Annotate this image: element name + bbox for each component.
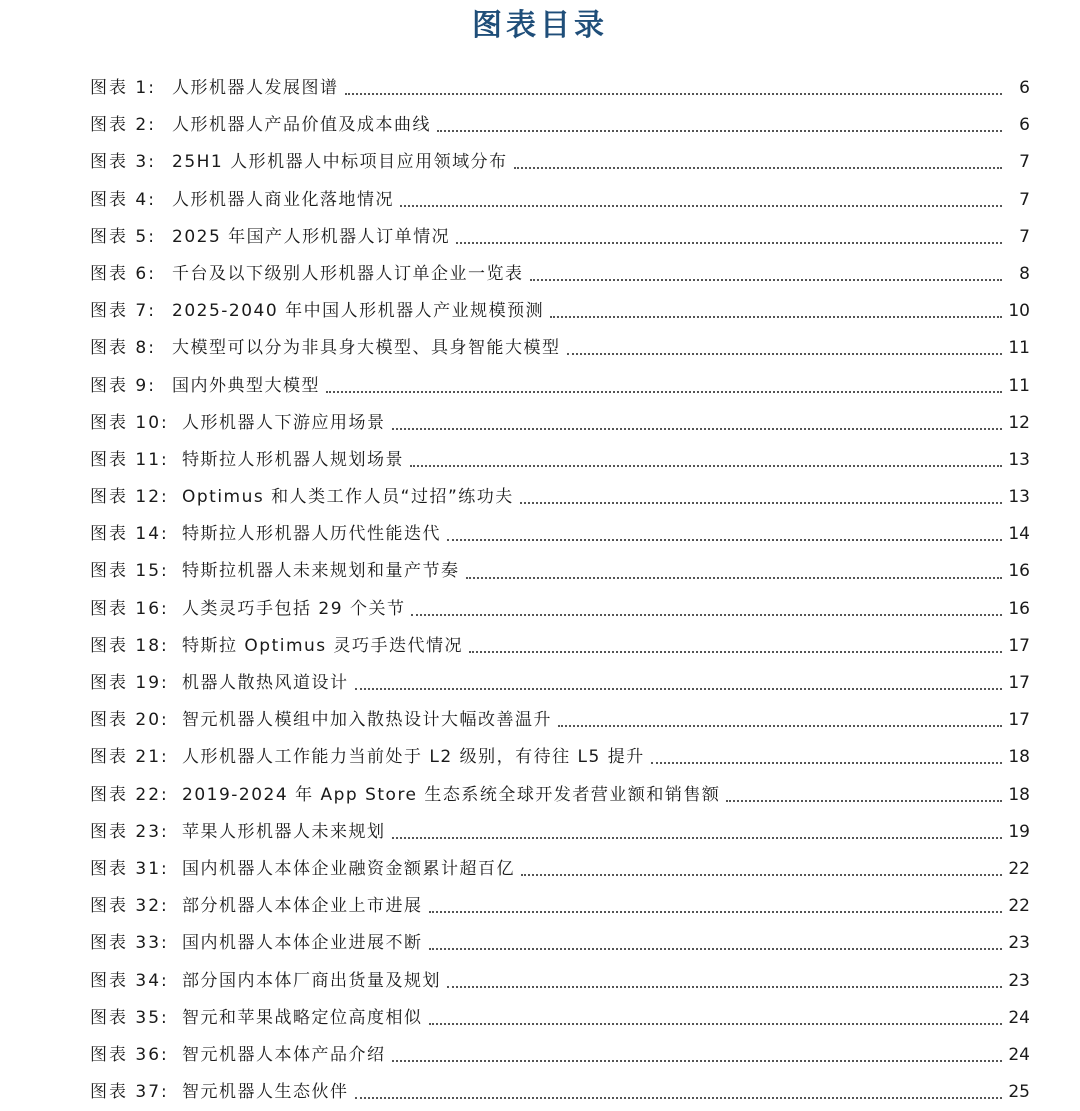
toc-entry-title: 大模型可以分为非具身大模型、具身智能大模型 [172,338,561,359]
dot-leader [345,92,1003,95]
toc-entry-label: 图表 11: [90,449,169,470]
dot-leader [355,687,1003,690]
toc-entry-page-number: 6 [1019,78,1030,98]
dot-leader [429,947,1003,950]
toc-entry-title: 特斯拉机器人未来规划和量产节奏 [182,561,460,582]
toc-entry-label: 图表 1: [90,78,156,98]
dot-leader [521,873,1002,876]
toc-entry-page-number: 24 [1008,1007,1030,1028]
toc-entry-page-number: 22 [1008,896,1030,917]
toc-entry[interactable] [90,1000,1030,1037]
toc-entry-title: 国内机器人本体企业融资金额累计超百亿 [182,858,515,879]
toc-entry[interactable] [90,330,1030,367]
toc-entry[interactable] [90,963,1030,1000]
toc-entry-label: 图表 3: [90,152,156,173]
toc-entry-page-number: 12 [1008,412,1030,433]
toc-entry-label: 图表 16: [90,598,169,619]
dot-leader [466,576,1003,579]
page-title: 图表目录 [472,8,608,43]
toc-entry[interactable] [90,144,1030,181]
toc-entry-label: 图表 5: [90,226,156,247]
toc-entry-page-number: 11 [1008,338,1030,359]
toc-entry-title: 人形机器人工作能力当前处于 L2 级别，有待往 L5 提升 [182,747,645,768]
toc-entry[interactable] [90,479,1030,516]
toc-entry[interactable] [90,739,1030,776]
toc-entry-title: 部分机器人本体企业上市进展 [182,896,423,917]
toc-entry-page-number: 8 [1019,263,1030,284]
toc-entry[interactable] [90,591,1030,628]
toc-entry-label: 图表 10: [90,412,169,433]
toc-entry-label: 图表 31: [90,858,169,879]
dot-leader [411,613,1002,616]
dot-leader [530,278,1003,281]
toc-entry-label: 图表 36: [90,1044,169,1065]
dot-leader [447,985,1002,988]
toc-entry-label: 图表 32: [90,896,169,917]
toc-entry-page-number: 23 [1008,933,1030,954]
toc-entry-title: 特斯拉人形机器人规划场景 [182,449,404,470]
toc-entry-label: 图表 20: [90,710,169,731]
toc-entry-page-number: 11 [1008,375,1030,396]
toc-entry[interactable] [90,628,1030,665]
toc-entry-page-number: 7 [1019,152,1030,173]
toc-entry-title: 机器人散热风道设计 [182,673,349,693]
toc-entry[interactable] [90,442,1030,479]
toc-entry-title: 智元机器人生态伙伴 [182,1082,349,1103]
toc-entry-page-number: 17 [1008,635,1030,656]
toc-entry-label: 图表 2: [90,115,156,136]
toc-entry[interactable] [90,182,1030,219]
toc-entry-page-number: 19 [1008,821,1030,842]
toc-entry-label: 图表 23: [90,821,169,842]
toc-entry-page-number: 14 [1008,524,1030,545]
toc-entry-label: 图表 18: [90,635,169,656]
dot-leader [410,464,1002,467]
toc-entry-label: 图表 37: [90,1082,169,1103]
toc-entry-label: 图表 4: [90,189,156,210]
dot-leader [726,799,1002,802]
toc-entry-page-number: 22 [1008,858,1030,879]
dot-leader [558,724,1002,727]
dot-leader [392,1059,1003,1062]
toc-entry[interactable] [90,1074,1030,1111]
toc-entry-title: 特斯拉人形机器人历代性能迭代 [182,524,441,545]
toc-entry[interactable] [90,70,1030,107]
toc-entry[interactable] [90,553,1030,590]
toc-entry[interactable] [90,368,1030,405]
toc-entry-title: 特斯拉 Optimus 灵巧手迭代情况 [182,635,464,656]
toc-entry[interactable] [90,107,1030,144]
toc-entry-page-number: 16 [1008,561,1030,582]
toc-entry-title: 智元机器人模组中加入散热设计大幅改善温升 [182,710,552,731]
toc-entry-page-number: 24 [1008,1044,1030,1065]
toc-entry[interactable] [90,777,1030,814]
toc-entry[interactable] [90,702,1030,739]
toc-entry-page-number: 23 [1008,970,1030,991]
dot-leader [550,315,1002,318]
dot-leader [326,390,1002,393]
toc-entry[interactable] [90,851,1030,888]
toc-entry-label: 图表 7: [90,301,156,322]
toc-entry-label: 图表 9: [90,375,156,396]
toc-entry-label: 图表 14: [90,524,169,545]
dot-leader [514,166,1002,169]
toc-entry-title: 智元和苹果战略定位高度相似 [182,1007,423,1028]
dot-leader [355,1096,1003,1099]
toc-entry-page-number: 10 [1008,301,1030,322]
toc-entry-title: 国内机器人本体企业进展不断 [182,933,423,954]
dot-leader [429,1022,1003,1025]
toc-entry-label: 图表 34: [90,970,169,991]
dot-leader [520,501,1002,504]
dot-leader [429,910,1003,913]
dot-leader [400,204,1002,207]
table-of-figures [90,70,1030,1111]
toc-entry-title: 人类灵巧手包括 29 个关节 [182,598,406,619]
toc-entry-title: 25H1 人形机器人中标项目应用领域分布 [172,152,508,173]
toc-entry-title: 2025-2040 年中国人形机器人产业规模预测 [172,301,545,322]
toc-entry[interactable] [90,925,1030,962]
toc-entry-page-number: 17 [1008,710,1030,731]
toc-entry[interactable] [90,814,1030,851]
dot-leader [447,538,1002,541]
toc-entry-title: 千台及以下级别人形机器人订单企业一览表 [172,263,524,284]
toc-entry-label: 图表 22: [90,784,169,805]
toc-entry-label: 图表 15: [90,561,169,582]
toc-entry-title: Optimus 和人类工作人员“过招”练功夫 [182,487,514,508]
toc-entry-page-number: 7 [1019,226,1030,247]
toc-entry[interactable] [90,665,1030,702]
toc-entry-label: 图表 8: [90,338,156,359]
toc-entry-page-number: 16 [1008,598,1030,619]
toc-entry-page-number: 25 [1008,1082,1030,1103]
toc-entry-title: 苹果人形机器人未来规划 [182,821,386,842]
dot-leader [469,650,1002,653]
toc-entry[interactable] [90,516,1030,553]
dot-leader [392,836,1003,839]
toc-entry-title: 人形机器人发展图谱 [172,78,339,98]
toc-entry-title: 部分国内本体厂商出货量及规划 [182,970,441,991]
dot-leader [392,427,1003,430]
toc-entry-page-number: 6 [1019,115,1030,136]
toc-entry-page-number: 13 [1008,449,1030,470]
toc-entry-title: 人形机器人下游应用场景 [182,412,386,433]
toc-entry-page-number: 13 [1008,487,1030,508]
toc-entry-label: 图表 6: [90,263,156,284]
dot-leader [437,129,1002,132]
toc-entry-title: 国内外典型大模型 [172,375,320,396]
toc-entry[interactable] [90,293,1030,330]
toc-entry-title: 2019-2024 年 App Store 生态系统全球开发者营业额和销售额 [182,784,721,805]
toc-entry-page-number: 7 [1019,189,1030,210]
toc-entry-title: 人形机器人产品价值及成本曲线 [172,115,431,136]
dot-leader [651,761,1002,764]
toc-entry[interactable] [90,1037,1030,1074]
toc-entry[interactable] [90,256,1030,293]
toc-entry-label: 图表 19: [90,673,169,693]
toc-entry-label: 图表 21: [90,747,169,768]
toc-entry-page-number: 18 [1008,784,1030,805]
toc-entry-title: 人形机器人商业化落地情况 [172,189,394,210]
toc-entry-title: 2025 年国产人形机器人订单情况 [172,226,451,247]
toc-entry-label: 图表 12: [90,487,169,508]
toc-entry-page-number: 18 [1008,747,1030,768]
dot-leader [567,352,1003,355]
toc-entry-page-number: 17 [1008,673,1030,693]
toc-entry[interactable] [90,219,1030,256]
toc-entry-title: 智元机器人本体产品介绍 [182,1044,386,1065]
toc-entry-label: 图表 33: [90,933,169,954]
dot-leader [456,241,1002,244]
toc-entry[interactable] [90,405,1030,442]
toc-entry-label: 图表 35: [90,1007,169,1028]
toc-entry[interactable] [90,888,1030,925]
